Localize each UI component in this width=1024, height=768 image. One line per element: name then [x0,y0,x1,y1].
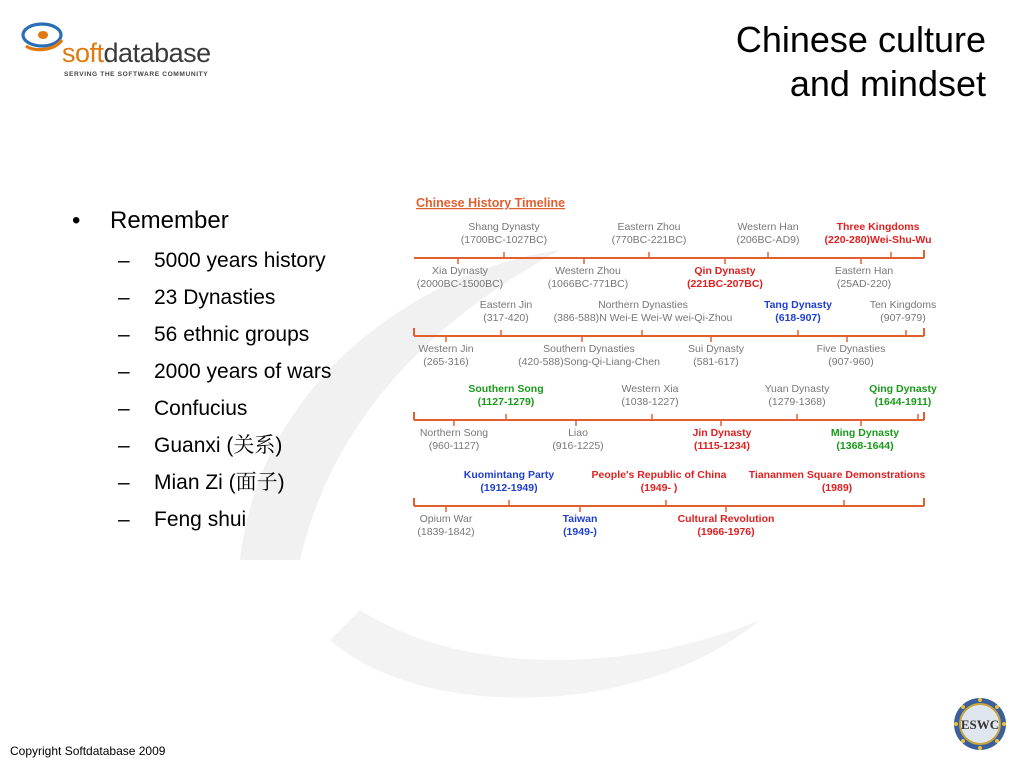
timeline-event-above-years: (386-588)N Wei-E Wei-W wei-Qi-Zhou [553,312,733,324]
timeline-event-below-name: Cultural Revolution [677,513,775,525]
timeline-graphic [406,190,952,550]
timeline-event-above-name: Western Han [737,221,799,233]
timeline-event-below-years: (907-960) [828,356,874,368]
timeline-event-above-years: (1700BC-1027BC) [460,234,548,246]
timeline-event-below-name: Eastern Han [834,265,894,277]
timeline-event-below-name: Jin Dynasty [692,427,752,439]
timeline-event-below-name: Opium War [419,513,473,525]
timeline-event-above-years: (1644-1911) [874,396,932,408]
timeline-event-above-name: Eastern Jin [479,299,533,311]
timeline-event-above-name: Kuomintang Party [463,469,555,481]
timeline-event-below-years: (916-1225) [552,440,604,452]
timeline-event-above-years: (220-280)Wei-Shu-Wu [824,234,932,246]
timeline-event-above-name: Eastern Zhou [617,221,681,233]
logo-word-database: database [103,38,211,68]
timeline-event-below-name: Ming Dynasty [830,427,900,439]
sub-bullet-item: – 5000 years history [118,249,326,272]
logo-tagline: SERVING THE SOFTWARE COMMUNITY [64,71,209,78]
eswc-badge [952,696,1008,752]
copyright-text: Copyright Softdatabase 2009 [10,744,166,758]
title-line-1: Chinese culture [735,19,986,60]
sub-bullet-item: – Confucius [118,397,248,420]
timeline-event-above-name: Qing Dynasty [869,383,937,395]
timeline-event-below-name: Five Dynasties [816,343,886,355]
timeline-event-above-years: (1279-1368) [768,396,826,408]
softdatabase-logo [20,16,230,86]
timeline-event-below-years: (25AD-220) [836,278,892,290]
timeline-event-above-name: Ten Kingdoms [869,299,937,311]
timeline-event-above-name: Southern Song [468,383,544,395]
sub-bullet-item: – 2000 years of wars [118,360,332,383]
sub-bullet-item: – Feng shui [118,508,247,531]
timeline-event-above-name: Western Xia [621,383,679,395]
logo-word-soft: soft [62,38,104,68]
bullet-remember [72,204,392,238]
timeline-title: Chinese History Timeline [416,196,566,210]
timeline-event-below-years: (1966-1976) [697,526,755,538]
timeline-event-below-years: (1066BC-771BC) [547,278,629,290]
eswc-badge-text: ESWC [960,717,1000,732]
timeline-event-below-years: (420-588)Song-Qi-Liang-Chen [518,356,660,368]
timeline-event-below-name: Western Zhou [555,265,621,277]
timeline-event-above-name: Three Kingdoms [836,221,920,233]
timeline-event-below-years: (1368-1644) [836,440,894,452]
timeline-event-above-years: (618-907) [775,312,821,324]
timeline-event-below-years: (265-316) [423,356,469,368]
sub-bullet-item: – 23 Dynasties [118,286,276,309]
timeline-event-above-name: Shang Dynasty [468,221,540,233]
timeline-event-below-years: (960-1127) [428,440,480,452]
timeline-event-above-years: (1038-1227) [621,396,679,408]
timeline-event-below-name: Western Jin [418,343,474,355]
slide-title [466,18,986,106]
eswc-seal-icon [952,696,1008,752]
bullet-heading: Remember [110,207,229,234]
timeline-event-above-years: (317-420) [483,312,529,324]
timeline-event-above-name: Yuan Dynasty [764,383,830,395]
sub-bullet-item: – 56 ethnic groups [118,323,310,346]
timeline-event-above-name: Northern Dynasties [598,299,688,311]
timeline-event-below-name: Liao [568,427,588,439]
timeline-event-below-years: (1839-1842) [417,526,475,538]
timeline-event-below-years: (1115-1234) [693,440,751,452]
history-timeline [406,190,952,550]
timeline-event-below-name: Xia Dynasty [431,265,489,277]
timeline-event-below-years: (581-617) [693,356,739,368]
timeline-event-below-name: Sui Dynasty [687,343,745,355]
timeline-event-above-years: (1912-1949) [480,482,538,494]
timeline-event-above-name: People's Republic of China [591,469,727,481]
timeline-event-below-name: Qin Dynasty [694,265,756,277]
timeline-event-above-years: (907-979) [880,312,926,324]
timeline-event-below-years: (221BC-207BC) [687,278,763,290]
timeline-event-above-years: (1127-1279) [477,396,535,408]
timeline-event-below-years: (2000BC-1500BC) [416,278,504,290]
sub-bullet-item: – Mian Zi (面子) [118,471,285,494]
logo-wordmark [62,38,211,69]
timeline-event-above-years: (770BC-221BC) [611,234,687,246]
timeline-event-above-years: (1989) [821,482,853,494]
timeline-event-below-name: Northern Song [419,427,489,439]
timeline-event-above-name: Tang Dynasty [763,299,833,311]
timeline-event-above-years: (206BC-AD9) [736,234,800,246]
title-line-2: and mindset [789,63,986,104]
sub-bullet-list [72,242,392,538]
bullet-marker: • [72,207,81,234]
timeline-event-below-name: Southern Dynasties [543,343,635,355]
timeline-event-below-name: Taiwan [562,513,598,525]
timeline-event-above-name: Tiananmen Square Demonstrations [748,469,926,481]
timeline-event-below-years: (1949-) [563,526,597,538]
sub-bullet-item: – Guanxi (关系) [118,434,283,457]
bullet-list [72,204,392,538]
timeline-event-above-years: (1949- ) [640,482,678,494]
